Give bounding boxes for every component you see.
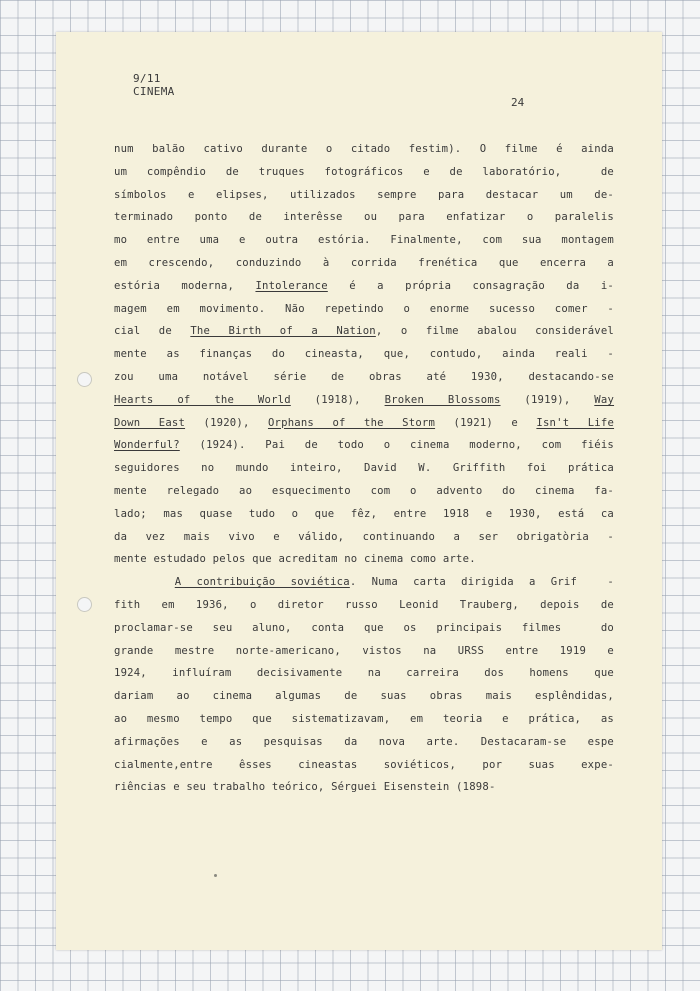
text-segment: (1921) e bbox=[435, 416, 537, 429]
text-line bbox=[114, 662, 614, 685]
text-line bbox=[114, 206, 614, 229]
page-number: 24 bbox=[511, 96, 525, 109]
text-segment: mente as finanças do cineasta, que, contudo, ainda reali - bbox=[114, 348, 614, 361]
text-segment: zou uma notável série de obras até 1930, destacando-se bbox=[114, 370, 614, 383]
text-segment bbox=[114, 576, 175, 588]
text-segment: lado; mas quase tudo o que fêz, entre 1918 e 1930, está ca bbox=[114, 507, 614, 520]
text-line bbox=[114, 594, 614, 617]
text-line bbox=[114, 161, 614, 184]
text-segment: . Numa carta dirigida a Grif - bbox=[349, 576, 615, 589]
underlined-title: Hearts of the World bbox=[114, 393, 291, 406]
text-line bbox=[114, 275, 614, 298]
text-line bbox=[114, 548, 614, 571]
text-segment: afirmações e as pesquisas da nova arte. Destacaram-se espe bbox=[114, 735, 614, 748]
underlined-title: Isn't Life bbox=[536, 416, 615, 429]
text-segment: cialmente,entre êsses cineastas soviéticos, por suas expe- bbox=[114, 758, 614, 771]
text-segment: num balão cativo durante o citado festim). O filme é ainda bbox=[114, 143, 614, 155]
text-line bbox=[114, 298, 614, 321]
text-segment: seguidores no mundo inteiro, David W. Griffith foi prática bbox=[114, 462, 614, 475]
text-segment: 1924, influíram decisivamente na carreira dos homens que bbox=[114, 667, 614, 680]
text-segment: cial de bbox=[114, 325, 191, 338]
text-line bbox=[114, 617, 614, 640]
text-segment: terminado ponto de interêsse ou para enfatizar o paralelis bbox=[114, 211, 614, 224]
text-line bbox=[114, 229, 614, 252]
underlined-title: A contribuição soviética bbox=[174, 576, 350, 589]
text-line bbox=[114, 366, 614, 389]
text-line bbox=[114, 343, 614, 366]
underlined-title: Down East bbox=[114, 416, 186, 429]
text-line bbox=[114, 685, 614, 708]
text-line bbox=[114, 138, 614, 161]
text-line bbox=[114, 640, 614, 663]
text-segment: em crescendo, conduzindo à corrida frenética que encerra a bbox=[114, 256, 614, 269]
text-line bbox=[114, 320, 614, 343]
text-segment: fith em 1936, o diretor russo Leonid Trauberg, depois de bbox=[114, 598, 614, 611]
text-line bbox=[114, 252, 614, 275]
text-segment: magem em movimento. Não repetindo o enorme sucesso comer - bbox=[114, 302, 614, 315]
text-line bbox=[114, 708, 614, 731]
text-segment: riências e seu trabalho teórico, Sérguei Eisenstein (1898- bbox=[114, 781, 496, 794]
punch-hole bbox=[77, 597, 92, 612]
text-segment: mente relegado ao esquecimento com o advento do cinema fa- bbox=[114, 484, 614, 497]
text-segment: ao mesmo tempo que sistematizavam, em teoria e prática, as bbox=[114, 712, 614, 725]
text-line bbox=[114, 571, 614, 594]
text-segment: é a própria consagração da i- bbox=[327, 279, 615, 292]
text-segment: mo entre uma e outra estória. Finalmente, com sua montagem bbox=[114, 234, 614, 247]
text-segment: dariam ao cinema algumas de suas obras mais esplêndidas, bbox=[114, 690, 614, 703]
ink-spot bbox=[214, 874, 217, 877]
punch-hole bbox=[77, 372, 92, 387]
text-segment: (1924). Pai de todo o cinema moderno, com fiéis bbox=[179, 439, 614, 452]
text-segment: um compêndio de truques fotográficos e de laboratório, de bbox=[114, 165, 614, 178]
text-line bbox=[114, 184, 614, 207]
text-line bbox=[114, 412, 614, 435]
text-line bbox=[114, 754, 614, 777]
text-line bbox=[114, 434, 614, 457]
text-segment: da vez mais vivo e válido, continuando a ser obrigatòria - bbox=[114, 530, 614, 543]
underlined-title: Orphans of the Storm bbox=[267, 416, 436, 429]
underlined-title: Intolerance bbox=[255, 279, 328, 292]
text-segment: estória moderna, bbox=[114, 279, 256, 292]
text-segment: , o filme abalou considerável bbox=[375, 325, 615, 338]
header-number: 9/11 bbox=[133, 72, 161, 85]
text-line bbox=[114, 526, 614, 549]
underlined-title: Broken Blossoms bbox=[384, 393, 501, 406]
text-segment: (1920), bbox=[185, 416, 268, 429]
header-section: CINEMA bbox=[133, 85, 175, 98]
underlined-title: Wonderful? bbox=[114, 439, 180, 452]
text-line bbox=[114, 389, 614, 412]
text-segment: (1918), bbox=[290, 393, 385, 406]
text-segment: mente estudado pelos que acreditam no cinema como arte. bbox=[114, 553, 476, 566]
text-segment: (1919), bbox=[500, 393, 595, 406]
body-text bbox=[114, 138, 614, 799]
text-line bbox=[114, 480, 614, 503]
text-segment: símbolos e elipses, utilizados sempre para destacar um de- bbox=[114, 188, 614, 201]
text-segment: grande mestre norte-americano, vistos na URSS entre 1919 e bbox=[114, 644, 614, 657]
text-segment: proclamar-se seu aluno, conta que os principais filmes do bbox=[114, 621, 614, 634]
typewritten-page bbox=[56, 32, 662, 950]
text-line bbox=[114, 776, 614, 799]
underlined-title: Way bbox=[594, 393, 615, 406]
underlined-title: The Birth of a Nation bbox=[190, 325, 376, 338]
text-line bbox=[114, 731, 614, 754]
text-line bbox=[114, 457, 614, 480]
text-line bbox=[114, 503, 614, 526]
page-header bbox=[133, 72, 175, 98]
